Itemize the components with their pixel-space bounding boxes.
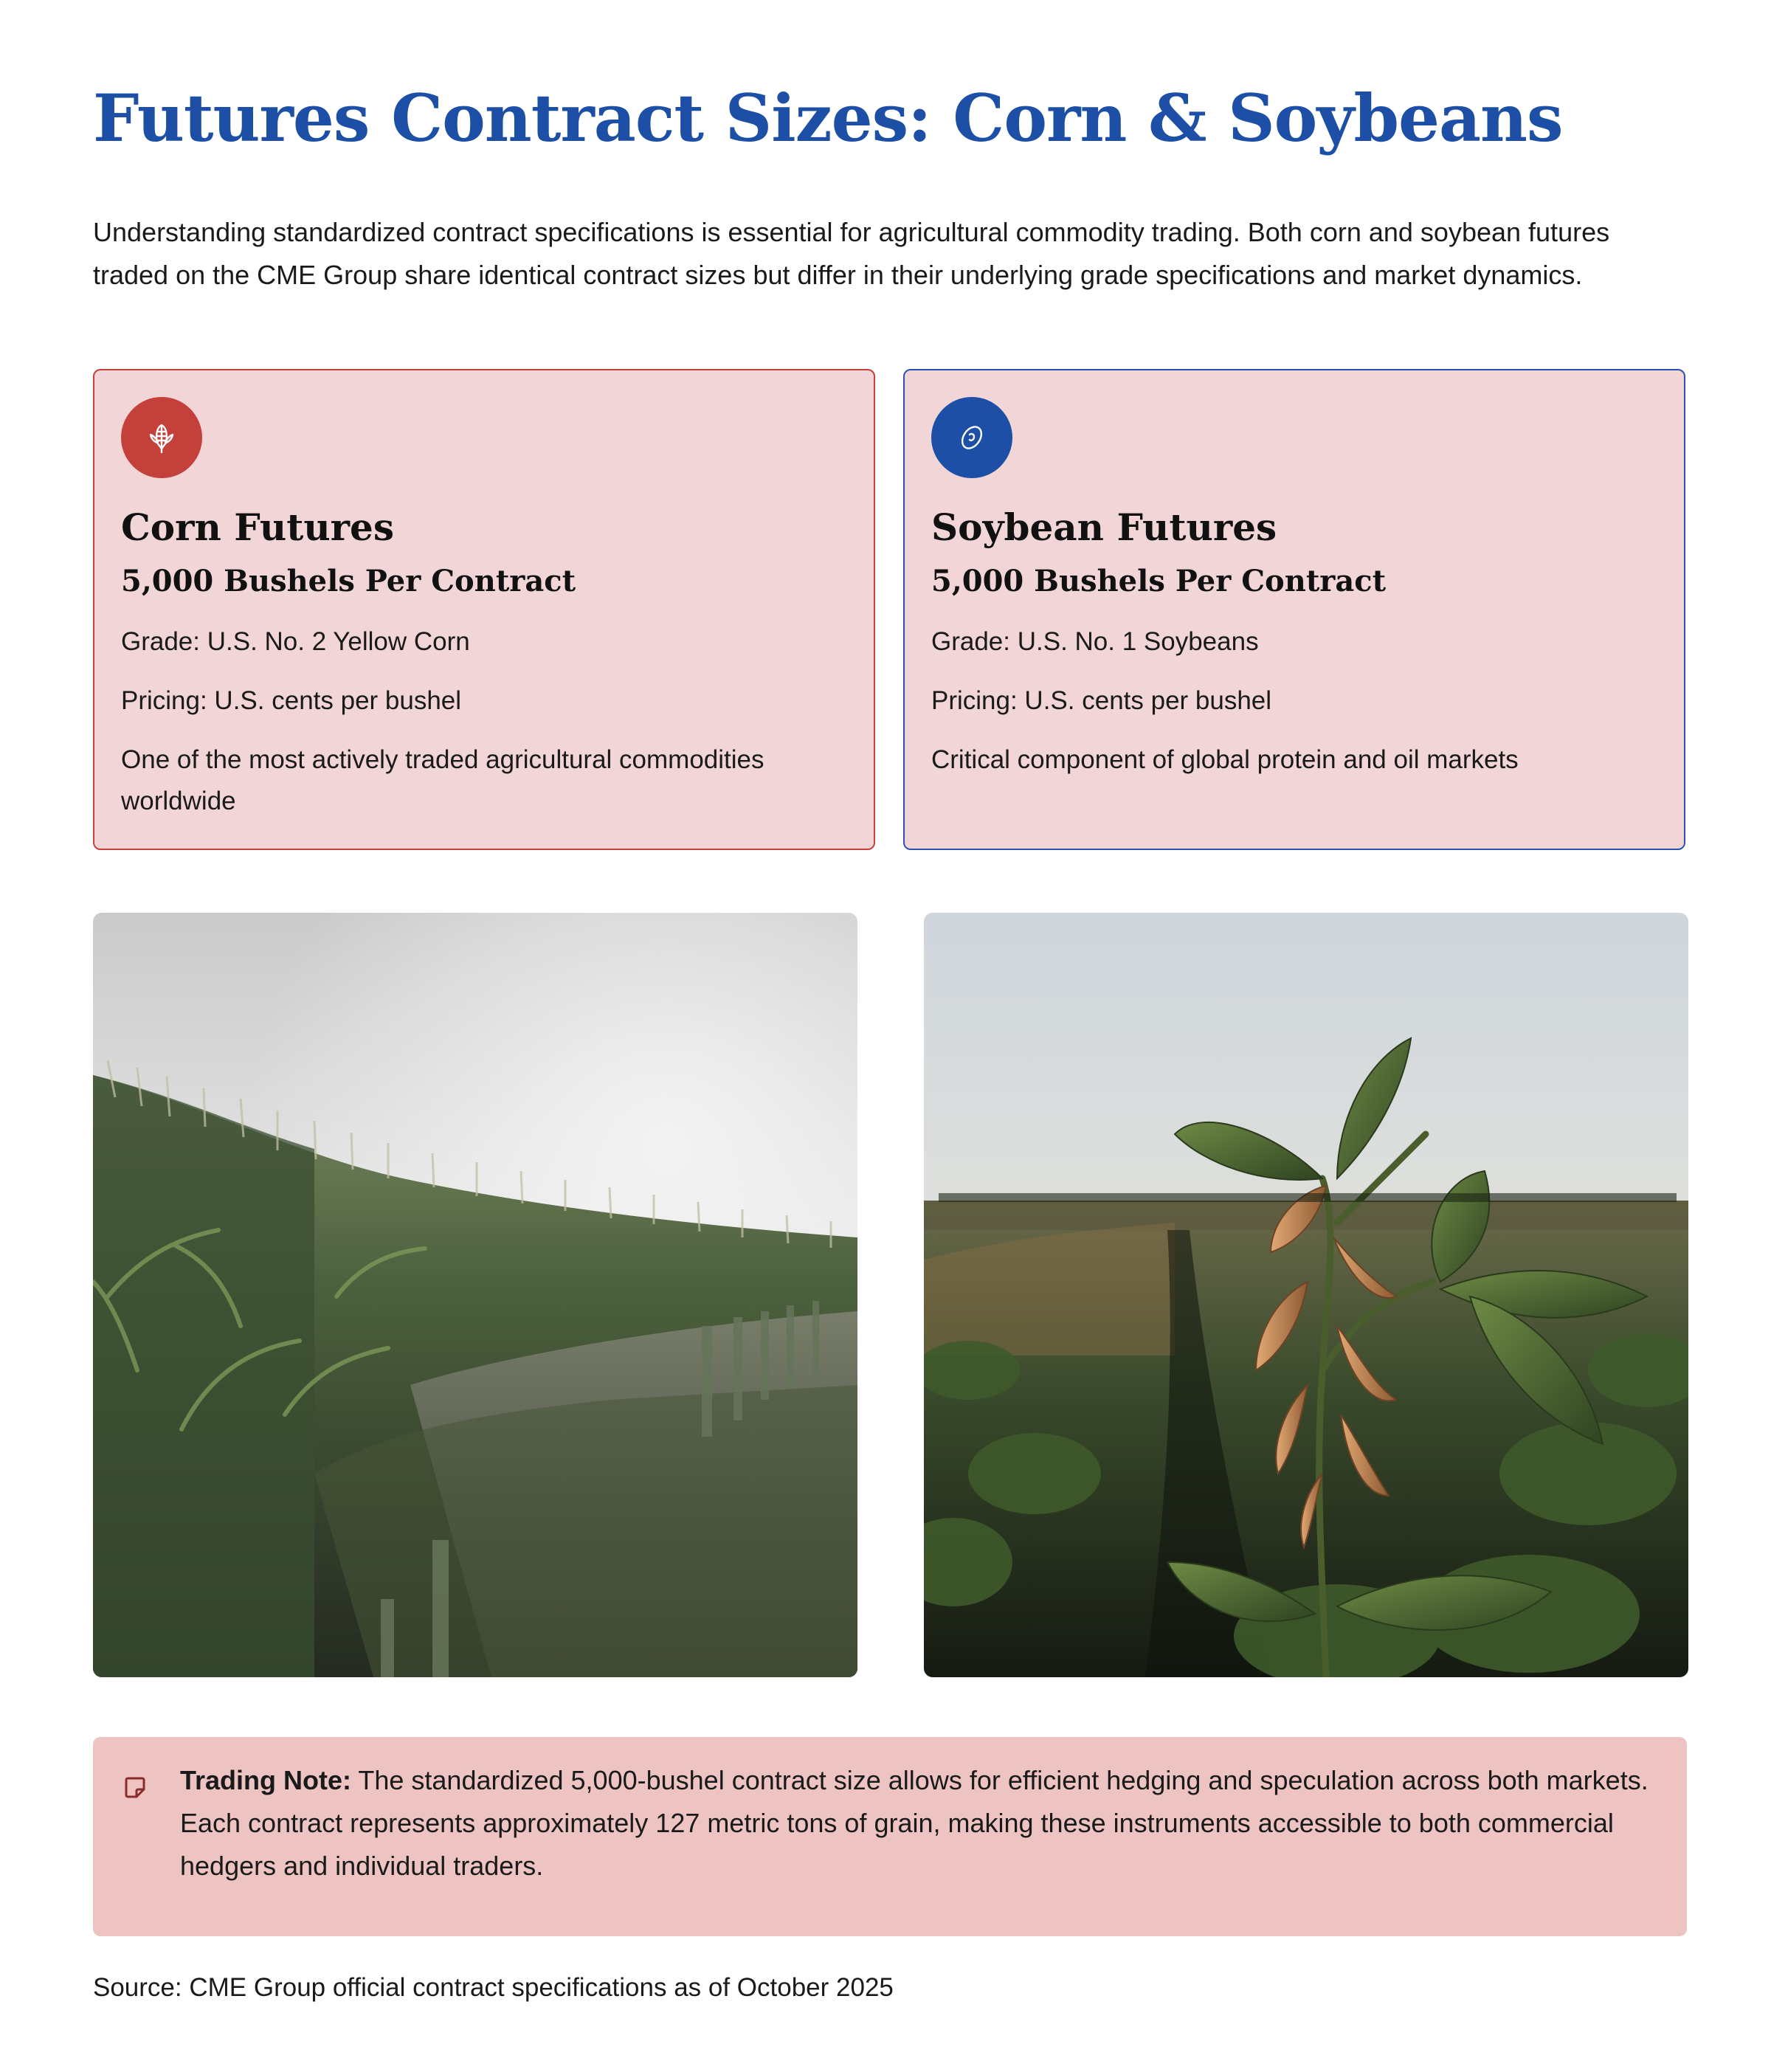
corn-description: One of the most actively traded agricultural commodities worldwide (121, 745, 764, 815)
corn-futures-card (93, 369, 875, 850)
soybean-description: Critical component of global protein and oil markets (931, 745, 1519, 774)
soybean-futures-card (903, 369, 1685, 850)
source-citation: Source: CME Group official contract specifications as of October 2025 (93, 1973, 894, 2002)
soybean-badge (931, 397, 1012, 478)
intro-paragraph: Understanding standardized contract specifications is essential for agricultural commodity trading. Both corn and soybean futures traded on the CME Group share identical contract sizes but differ in their underlying grade specifications and market dynamics. (93, 217, 1610, 290)
trading-note-body: The standardized 5,000-bushel contract size allows for efficient hedging and speculation across both markets. Each contract represents approximately 127 metric tons of grain, making these instruments accessible to both commercial hedgers and individual traders. (180, 1765, 1649, 1881)
soybean-contract-size: 5,000 Bushels Per Contract (931, 564, 1387, 598)
soybean-icon (953, 419, 990, 456)
page-title: Futures Contract Sizes: Corn & Soybeans (93, 80, 1563, 156)
trading-note (93, 1737, 1687, 1936)
note-icon (122, 1775, 148, 1800)
corn-grade: Grade: U.S. No. 2 Yellow Corn (121, 627, 470, 656)
soybean-card-title: Soybean Futures (931, 505, 1277, 549)
trading-note-label: Trading Note: (180, 1765, 351, 1795)
corn-field-photo (93, 913, 857, 1677)
corn-icon (143, 419, 180, 456)
soybean-grade: Grade: U.S. No. 1 Soybeans (931, 627, 1259, 656)
corn-contract-size: 5,000 Bushels Per Contract (121, 564, 576, 598)
soybean-pricing: Pricing: U.S. cents per bushel (931, 686, 1272, 715)
corn-badge (121, 397, 202, 478)
soybean-plant-photo (924, 913, 1688, 1677)
corn-pricing: Pricing: U.S. cents per bushel (121, 686, 462, 715)
trading-note-text (180, 1759, 1656, 1888)
corn-card-title: Corn Futures (121, 505, 394, 549)
